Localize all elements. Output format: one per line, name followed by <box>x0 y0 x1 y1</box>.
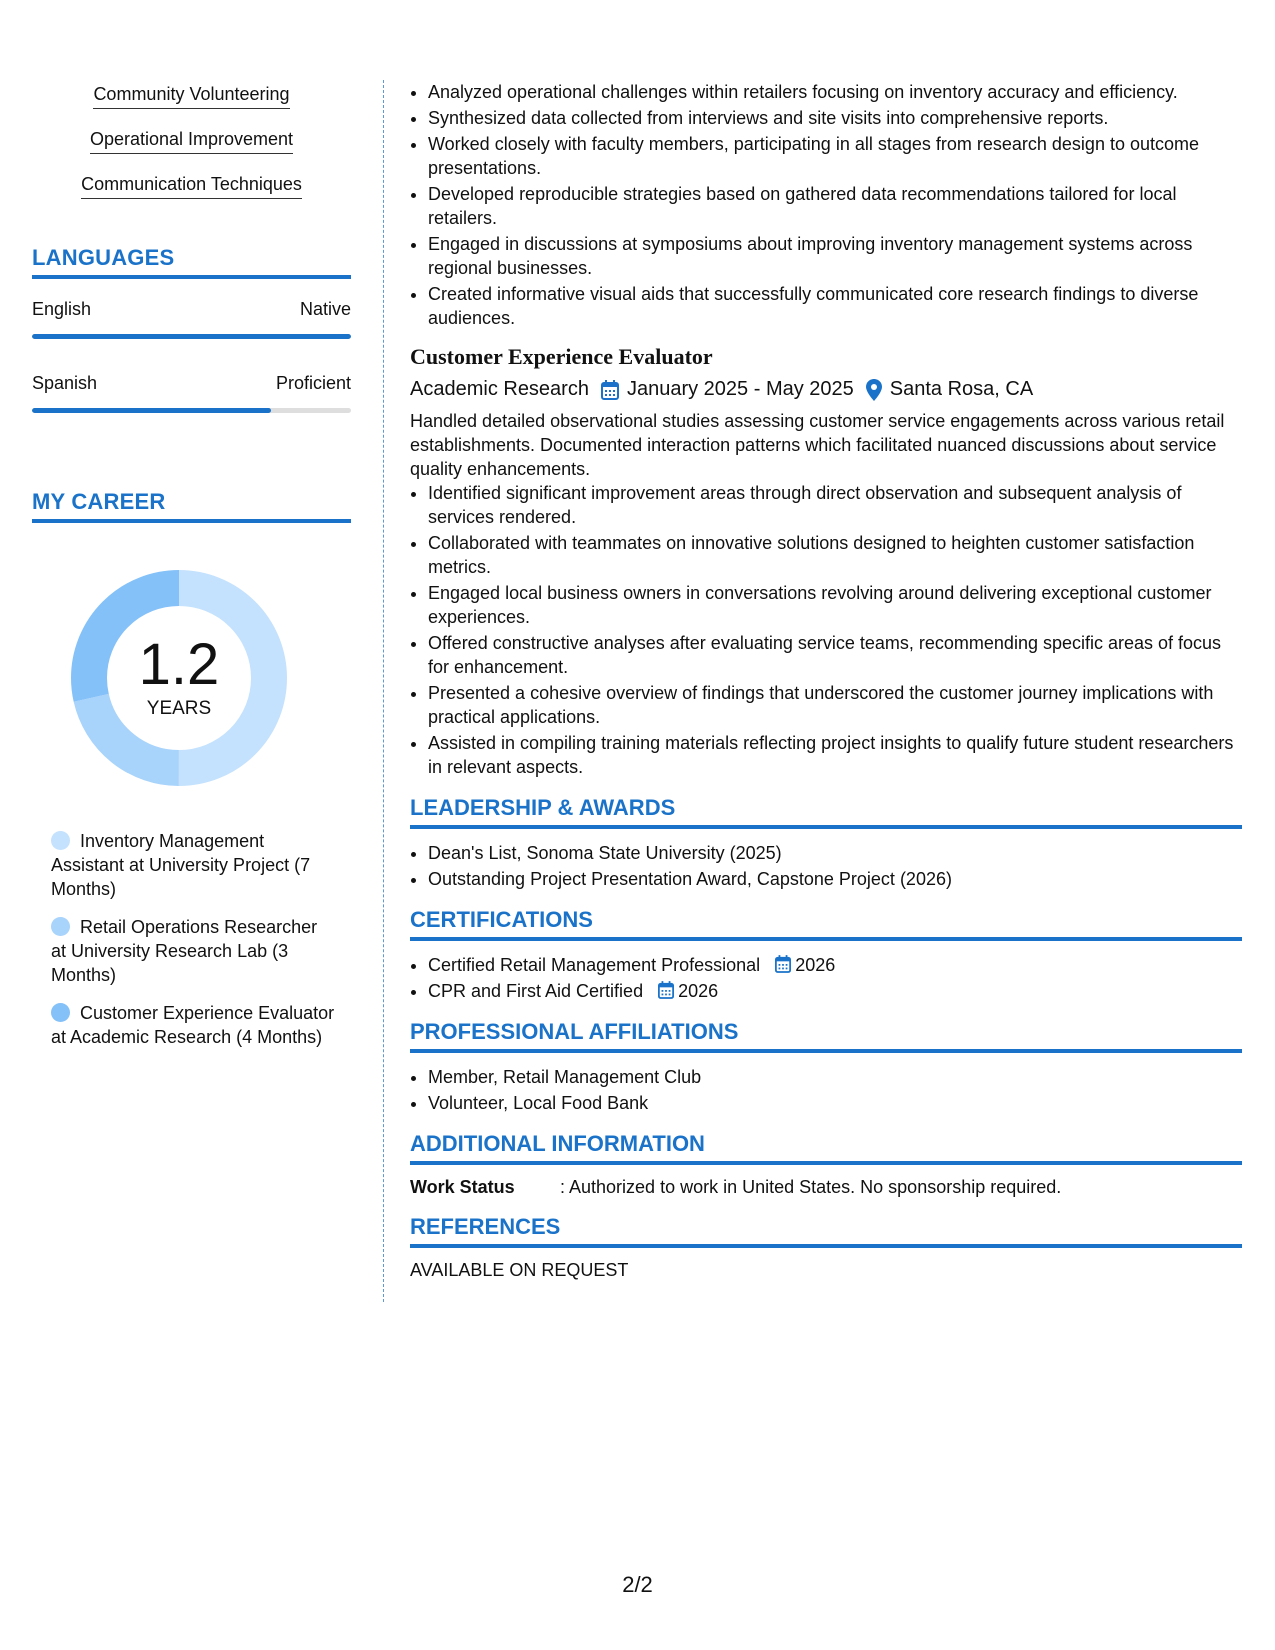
award-item: • Dean's List, Sonoma State University (2025) <box>428 841 1242 865</box>
career-heading: MY CAREER <box>32 489 351 523</box>
job-company: Academic Research <box>410 378 589 400</box>
career-unit: YEARS <box>146 698 212 719</box>
right-column <box>410 80 1242 1281</box>
leadership-heading: LEADERSHIP & AWARDS <box>410 795 1242 829</box>
calendar-icon <box>658 981 674 999</box>
career-legend-label: Retail Operations Researcher at University Research Lab (3 Months) <box>51 917 318 985</box>
career-legend <box>51 829 336 1049</box>
bullet-item: • Presented a cohesive overview of findings that underscored the customer journey implications with practical applications. <box>428 681 1242 729</box>
location-pin-icon <box>866 379 882 401</box>
affiliations-list <box>410 1065 1242 1115</box>
language-item <box>32 299 351 339</box>
column-divider <box>383 80 384 1302</box>
language-bar-fill <box>32 408 271 413</box>
additional-info-heading: ADDITIONAL INFORMATION <box>410 1131 1242 1165</box>
leadership-list <box>410 841 1242 891</box>
job-location: Santa Rosa, CA <box>889 378 1034 400</box>
certifications-heading: CERTIFICATIONS <box>410 907 1242 941</box>
skill-tag: Operational Improvement <box>90 129 293 154</box>
language-item <box>32 373 351 413</box>
certification-item <box>428 979 1242 1003</box>
certifications-list <box>410 953 1242 1003</box>
job-dates: January 2025 - May 2025 <box>626 378 854 400</box>
career-legend-label: Customer Experience Evaluator at Academic Research (4 Months) <box>51 1003 335 1047</box>
career-donut-chart <box>64 563 294 793</box>
career-legend-item <box>51 915 336 987</box>
work-status-row <box>410 1177 1242 1198</box>
legend-dot <box>51 917 70 936</box>
work-status-value: : Authorized to work in United States. No sponsorship required. <box>560 1177 1062 1197</box>
bullet-item: • Developed reproducible strategies based on gathered data recommendations tailored for local retailers. <box>428 182 1242 230</box>
left-column <box>32 84 351 1063</box>
bullet-item: • Engaged local business owners in conversations revolving around delivering exceptional customer experiences. <box>428 581 1242 629</box>
bullet-item: • Worked closely with faculty members, participating in all stages from research design to outcome presentations. <box>428 132 1242 180</box>
calendar-icon <box>601 380 619 400</box>
career-legend-label: Inventory Management Assistant at University Project (7 Months) <box>51 831 311 899</box>
bullet-item: • Engaged in discussions at symposiums about improving inventory management systems across regional businesses. <box>428 232 1242 280</box>
bullet-item: • Synthesized data collected from interviews and site visits into comprehensive reports. <box>428 106 1242 130</box>
bullet-item: • Assisted in compiling training materials reflecting project insights to qualify future student researchers in relevant aspects. <box>428 731 1242 779</box>
job-meta <box>410 378 1242 401</box>
certification-year: 2026 <box>795 955 836 975</box>
bullet-item: • Identified significant improvement areas through direct observation and subsequent analysis of services rendered. <box>428 481 1242 529</box>
bullet-item: • Offered constructive analyses after evaluating service teams, recommending specific areas of focus for enhancement. <box>428 631 1242 679</box>
calendar-icon <box>775 955 791 973</box>
affiliation-item: • Volunteer, Local Food Bank <box>428 1091 1242 1115</box>
certification-name: CPR and First Aid Certified <box>428 981 644 1001</box>
career-legend-item <box>51 829 336 901</box>
work-status-label: Work Status <box>410 1177 515 1197</box>
language-bar-fill <box>32 334 351 339</box>
career-total: 1.2 <box>138 632 220 697</box>
job-bullets <box>410 481 1242 779</box>
job-description: Handled detailed observational studies assessing customer service engagements across various retail establishments. Documented interaction patterns which facilitated nuanced discussions about service quality enhancements. <box>410 411 1225 479</box>
skill-tag: Communication Techniques <box>81 174 302 199</box>
bullet-item: • Analyzed operational challenges within retailers focusing on inventory accuracy and efficiency. <box>428 80 1242 104</box>
languages-heading: LANGUAGES <box>32 245 351 279</box>
legend-dot <box>51 1003 70 1022</box>
career-legend-item <box>51 1001 336 1049</box>
legend-dot <box>51 831 70 850</box>
language-bar <box>32 334 351 339</box>
language-name: English <box>32 299 92 319</box>
certification-year: 2026 <box>678 981 719 1001</box>
references-heading: REFERENCES <box>410 1214 1242 1248</box>
affiliation-item: • Member, Retail Management Club <box>428 1065 1242 1089</box>
certification-item <box>428 953 1242 977</box>
affiliations-heading: PROFESSIONAL AFFILIATIONS <box>410 1019 1242 1053</box>
page-number: 2/2 <box>622 1572 653 1597</box>
bullet-item: • Collaborated with teammates on innovative solutions designed to heighten customer satisfaction metrics. <box>428 531 1242 579</box>
award-item: • Outstanding Project Presentation Award, Capstone Project (2026) <box>428 867 1242 891</box>
certification-name: Certified Retail Management Professional <box>428 955 761 975</box>
language-level: Proficient <box>275 373 351 393</box>
language-name: Spanish <box>32 373 98 393</box>
bullet-item: • Created informative visual aids that successfully communicated core research findings to diverse audiences. <box>428 282 1242 330</box>
experience-bullets <box>410 80 1242 330</box>
language-bar <box>32 408 351 413</box>
skill-tag: Community Volunteering <box>93 84 289 109</box>
language-level: Native <box>299 299 351 319</box>
job-title: Customer Experience Evaluator <box>410 344 713 369</box>
references-text: AVAILABLE ON REQUEST <box>410 1260 629 1280</box>
